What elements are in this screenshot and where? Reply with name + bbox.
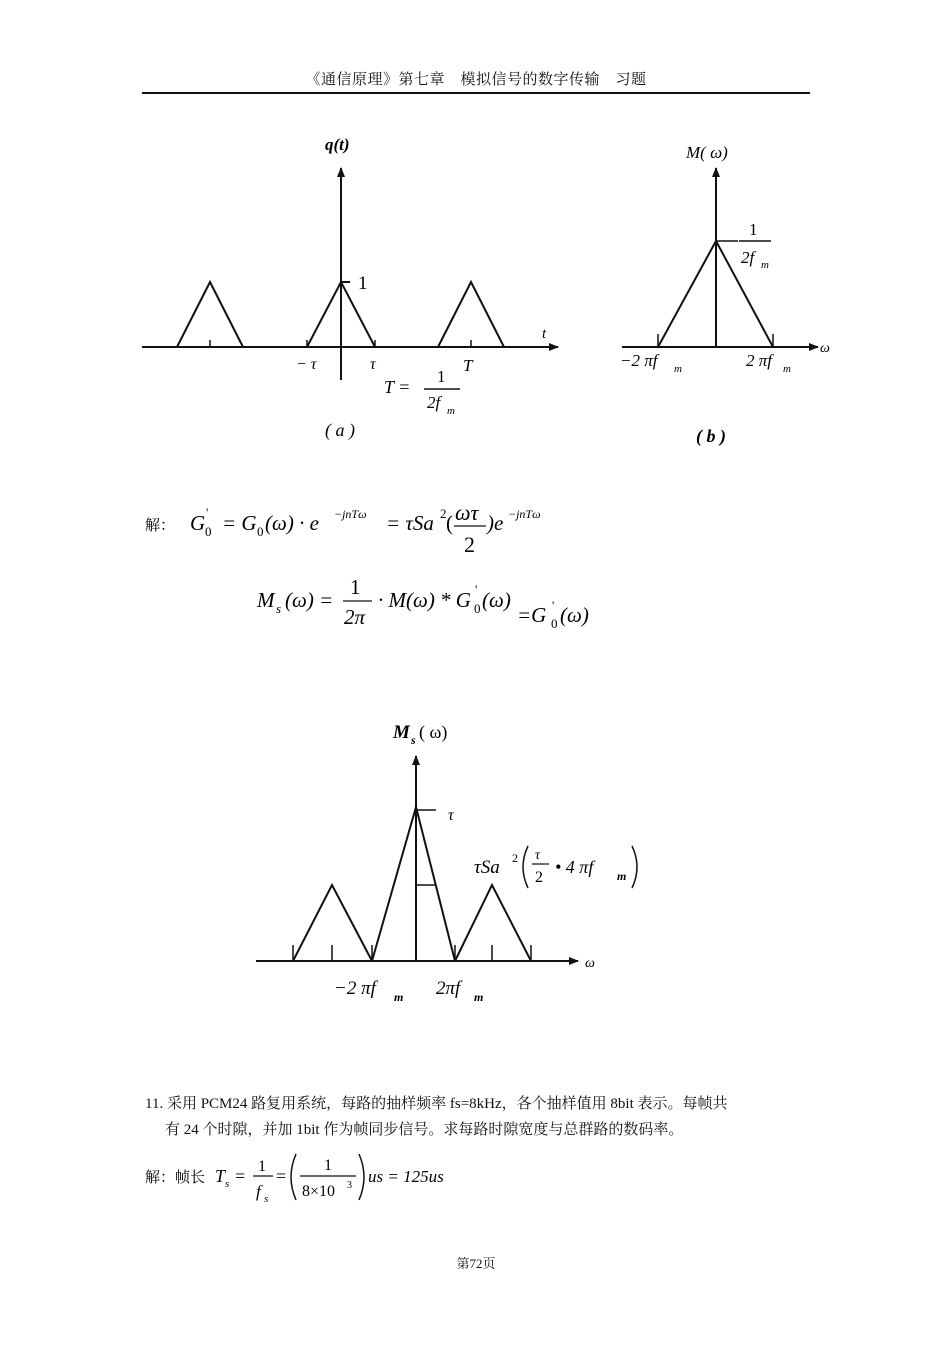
- fig-b-ylabel: M( ω): [686, 143, 728, 162]
- fig-a-ylabel: q(t): [325, 135, 350, 154]
- eq1-frac-num: ωτ: [455, 500, 479, 525]
- sol2-tail: us = 125us: [368, 1167, 444, 1186]
- sol2-eq2: =: [276, 1166, 287, 1186]
- fig-c-annotation-tail: • 4 πf: [555, 857, 594, 877]
- fig-b-caption: ( b ): [696, 426, 726, 446]
- sol2-frac2-den: 8×10: [302, 1183, 336, 1200]
- fig-a-tick-tau: τ: [370, 356, 376, 373]
- eq1-lhs-sub: 0: [205, 524, 212, 539]
- fig-a-xlabel: t: [542, 326, 547, 342]
- eq1-paren-open: (: [446, 511, 453, 535]
- eq2-rhs: · M(ω) * G: [378, 588, 471, 612]
- sol2-Ts: T: [215, 1166, 226, 1186]
- fig-c-annotation: τSa: [474, 857, 500, 878]
- fig-c-tick-right: 2πf: [436, 978, 461, 999]
- sol2-frac1-den: f: [256, 1182, 261, 1201]
- fig-c-tick-right-sub: m: [474, 990, 484, 1004]
- fig-b-tick-right-sub: m: [783, 363, 791, 375]
- page-number: 第72页: [456, 1256, 496, 1271]
- fig-a-pulse-left: [177, 282, 243, 347]
- sol2-frac2-den-sup: 3: [347, 1180, 352, 1191]
- eq2-rhs-sub: 0: [474, 601, 481, 616]
- fig-c-annotation-paren-left: [523, 846, 528, 888]
- sol2-paren-left: [291, 1154, 296, 1200]
- eq1-lhs-sup: ': [206, 505, 209, 520]
- eq1-mid2: (ω) · e: [265, 511, 319, 535]
- fig-c-peak-label: τ: [448, 807, 454, 824]
- fig-c-ylabel-sub: s: [411, 733, 416, 747]
- sol2-paren-right: [359, 1154, 364, 1200]
- fig-a-T-eq: T =: [384, 377, 411, 397]
- fig-c-tick-left: −2 πf: [334, 978, 376, 999]
- figure-a: [142, 168, 558, 380]
- eq2-frac-den: 2π: [344, 605, 366, 629]
- fig-c-tick-left-sub: m: [394, 990, 404, 1004]
- figure-b: [622, 168, 818, 347]
- fig-b-tick-right: 2 πf: [746, 351, 772, 370]
- eq2-lhs2: (ω) =: [285, 588, 334, 612]
- fig-c-ylabel: M: [393, 722, 410, 743]
- eq2-rhs2: (ω): [482, 588, 511, 612]
- eq2-tail: =G: [517, 603, 547, 627]
- fig-a-T-num: 1: [437, 367, 446, 386]
- solution1-label: 解：: [145, 516, 176, 534]
- fig-a-pulse-right: [438, 282, 504, 347]
- solution2-label: 解：帧长: [145, 1168, 206, 1186]
- fig-c-ylabel2: ( ω): [419, 722, 448, 742]
- fig-c-annotation-frac-den: 2: [535, 869, 543, 886]
- fig-b-peak-den: 2f: [741, 248, 755, 267]
- eq1-exp2: −jnTω: [508, 507, 541, 521]
- fig-c-annotation-tail-sub: m: [617, 869, 627, 883]
- eq2-lhs: M: [257, 588, 275, 612]
- fig-b-xlabel: ω: [820, 341, 830, 356]
- eq2-frac-num: 1: [350, 575, 361, 599]
- page-header: 《通信原理》第七章 模拟信号的数字传输 习题: [305, 70, 647, 88]
- eq1-rhs2: )e: [487, 511, 504, 535]
- eq1-mid: = G: [222, 511, 257, 535]
- fig-b-peak-den-sub: m: [761, 259, 769, 271]
- fig-b-tick-left: −2 πf: [620, 351, 658, 370]
- fig-c-annotation-sup: 2: [512, 851, 518, 865]
- eq1-exp: −jnTω: [334, 507, 367, 521]
- fig-c-lobe-center: [372, 807, 455, 961]
- eq1-rhs: = τSa: [386, 511, 434, 535]
- figure-c: [256, 756, 578, 961]
- fig-a-peak-label: 1: [358, 273, 368, 294]
- fig-c-annotation-paren-right: [632, 846, 637, 888]
- eq1-frac-den: 2: [464, 532, 475, 557]
- fig-a-tick-T: T: [463, 356, 473, 375]
- fig-a-tick-neg-tau: − τ: [296, 356, 317, 373]
- eq1-mid-sub: 0: [257, 524, 264, 539]
- eq2-tail-sub: 0: [551, 616, 558, 631]
- fig-c-lobe-right: [455, 885, 531, 961]
- eq2-lhs-sub: s: [276, 601, 282, 616]
- eq2-tail-sup: ': [552, 598, 555, 613]
- fig-a-caption: ( a ): [325, 420, 355, 440]
- fig-b-peak-num: 1: [749, 220, 758, 239]
- sol2-frac2-num: 1: [324, 1157, 332, 1174]
- fig-c-xlabel: ω: [585, 956, 595, 971]
- fig-b-tick-left-sub: m: [674, 363, 682, 375]
- fig-c-annotation-frac-num: τ: [535, 848, 541, 863]
- eq2-rhs-sup: ': [475, 582, 478, 597]
- sol2-frac1-num: 1: [258, 1158, 266, 1175]
- fig-a-T-den: 2f: [427, 393, 441, 412]
- fig-a-T-den-sub: m: [447, 405, 455, 417]
- eq1-lhs: G: [190, 511, 206, 535]
- sol2-frac1-den-sub: s: [264, 1193, 269, 1205]
- sol2-eq: =: [235, 1166, 246, 1186]
- eq1-rhs-sup: 2: [440, 506, 447, 521]
- problem-line-1: 11. 采用 PCM24 路复用系统，每路的抽样频率 fs=8kHz，各个抽样值用 8bit 表示。每帧共: [145, 1096, 728, 1112]
- problem-11: [145, 1091, 815, 1143]
- problem-line-2: 有 24 个时隙，并加 1bit 作为帧同步信号。求每路时隙宽度与总群路的数码率。: [165, 1122, 684, 1138]
- eq2-tail2: (ω): [560, 603, 589, 627]
- sol2-Ts-sub: s: [225, 1178, 230, 1190]
